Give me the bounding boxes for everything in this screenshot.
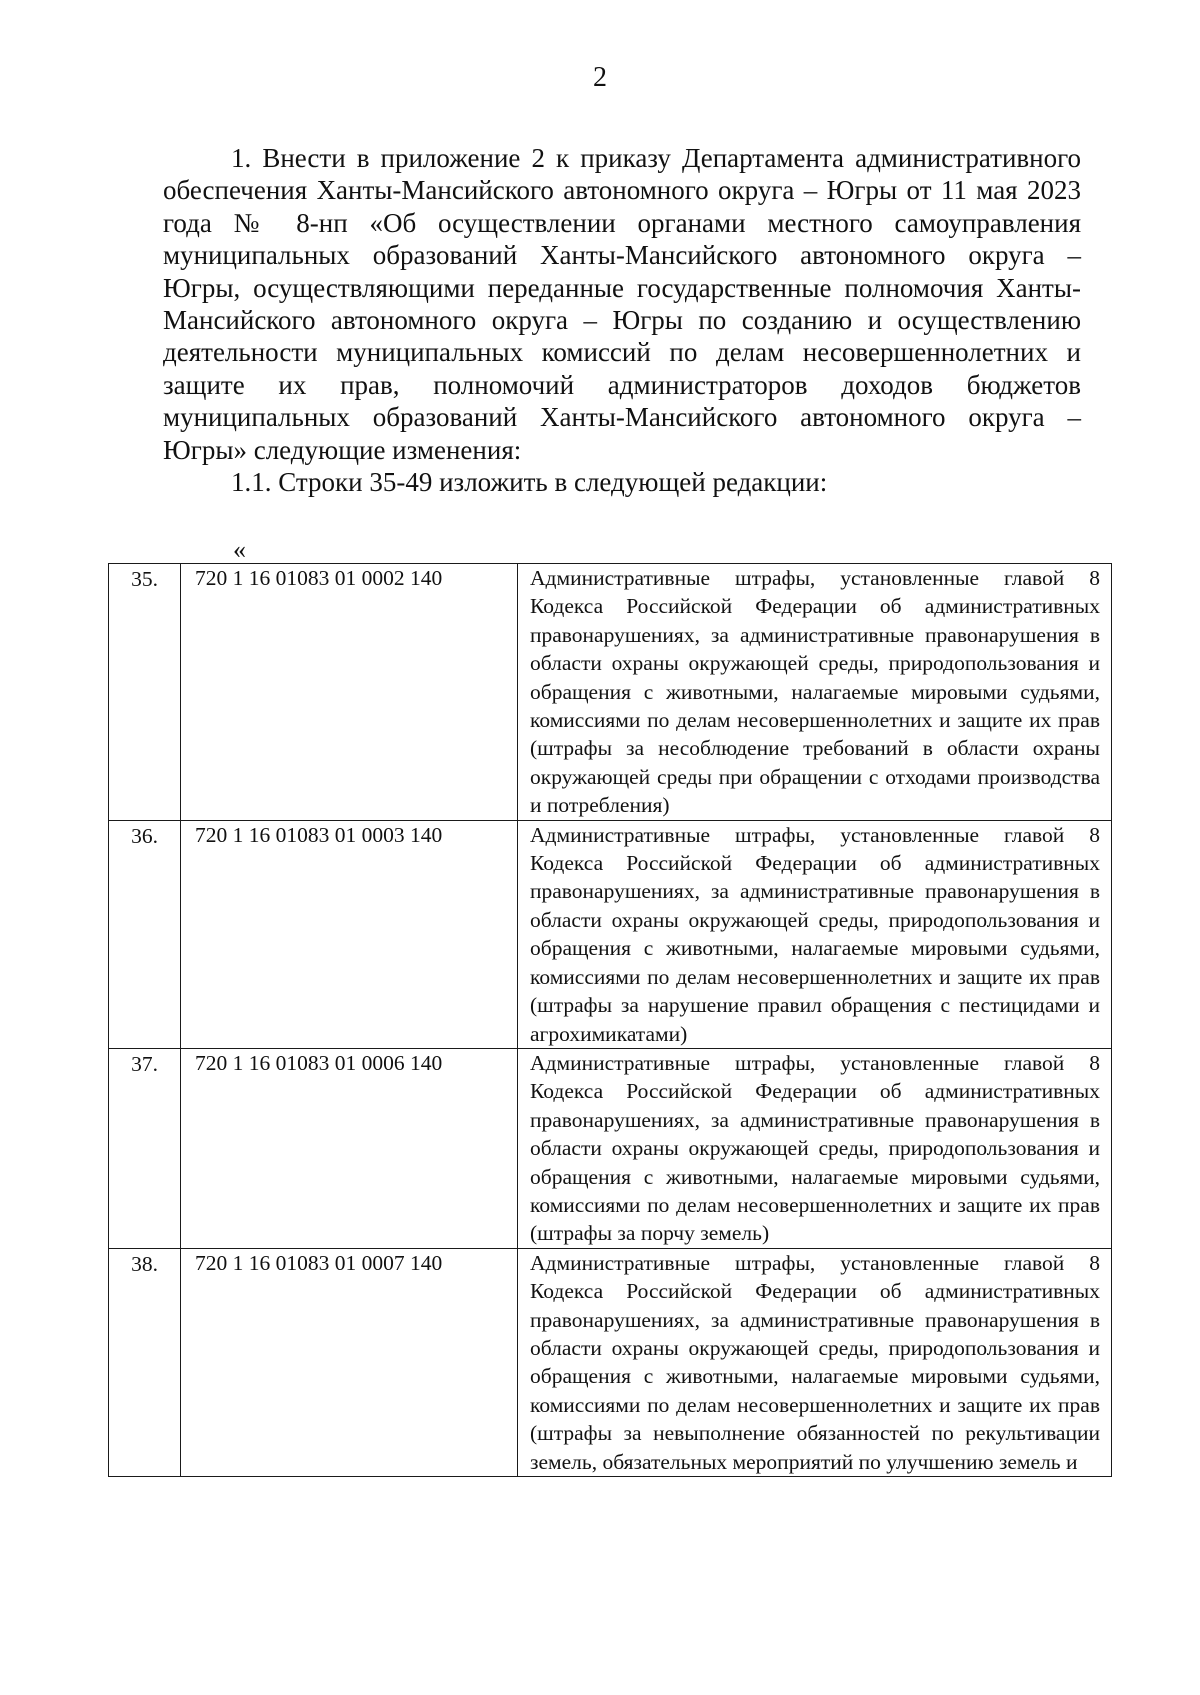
intro-text <box>163 142 1081 498</box>
table-row <box>109 1248 1112 1476</box>
intro-paragraph-amendment: 1. Внести в приложение 2 к приказу Департамента административного обеспечения Ханты-Мансийского автономного округа – Югры от 11 мая 2023 года № 8-нп «Об осуществлении органами местного самоуправления муниципальных образований Ханты-Мансийского автономного округа – Югры, осуществляющими переданные государственные полномочия Ханты-Мансийского автономного округа – Югры по созданию и осуществлению деятельности муниципальных комиссий по делам несовершеннолетних и защите их прав, полномочий администраторов доходов бюджетов муниципальных образований Ханты-Мансийского автономного округа – Югры» следующие изменения: <box>163 143 1081 465</box>
row-description: Административные штрафы, установленные главой 8 Кодекса Российской Федерации об административных правонарушениях, за административные правонарушения в области охраны окружающей среды, природопользования и обращения с животными, налагаемые мировыми судьями, комиссиями по делам несовершеннолетних и защите их прав (штрафы за нарушение правил обращения с пестицидами и агрохимикатами) <box>518 820 1112 1048</box>
revenue-codes-table <box>108 563 1112 1477</box>
page-number: 2 <box>593 62 607 93</box>
budget-code: 720 1 16 01083 01 0006 140 <box>181 1048 518 1248</box>
row-description: Административные штрафы, установленные главой 8 Кодекса Российской Федерации об административных правонарушениях, за административные правонарушения в области охраны окружающей среды, природопользования и обращения с животными, налагаемые мировыми судьями, комиссиями по делам несовершеннолетних и защите их прав (штрафы за невыполнение обязанностей по рекультивации земель, обязательных мероприятий по улучшению земель и <box>518 1248 1112 1476</box>
table-row <box>109 1048 1112 1248</box>
budget-code: 720 1 16 01083 01 0007 140 <box>181 1248 518 1476</box>
intro-paragraph-rows: 1.1. Строки 35-49 изложить в следующей редакции: <box>231 467 828 498</box>
opening-quote-mark: « <box>233 535 246 564</box>
row-description: Административные штрафы, установленные главой 8 Кодекса Российской Федерации об административных правонарушениях, за административные правонарушения в области охраны окружающей среды, природопользования и обращения с животными, налагаемые мировыми судьями, комиссиями по делам несовершеннолетних и защите их прав (штрафы за несоблюдение требований в области охраны окружающей среды при обращении с отходами производства и потребления) <box>518 564 1112 821</box>
row-number: 38. <box>109 1248 181 1476</box>
budget-code: 720 1 16 01083 01 0003 140 <box>181 820 518 1048</box>
table-row <box>109 820 1112 1048</box>
row-number: 36. <box>109 820 181 1048</box>
table-row <box>109 564 1112 821</box>
row-description: Административные штрафы, установленные главой 8 Кодекса Российской Федерации об административных правонарушениях, за административные правонарушения в области охраны окружающей среды, природопользования и обращения с животными, налагаемые мировыми судьями, комиссиями по делам несовершеннолетних и защите их прав (штрафы за порчу земель) <box>518 1048 1112 1248</box>
row-number: 37. <box>109 1048 181 1248</box>
row-number: 35. <box>109 564 181 821</box>
budget-code: 720 1 16 01083 01 0002 140 <box>181 564 518 821</box>
